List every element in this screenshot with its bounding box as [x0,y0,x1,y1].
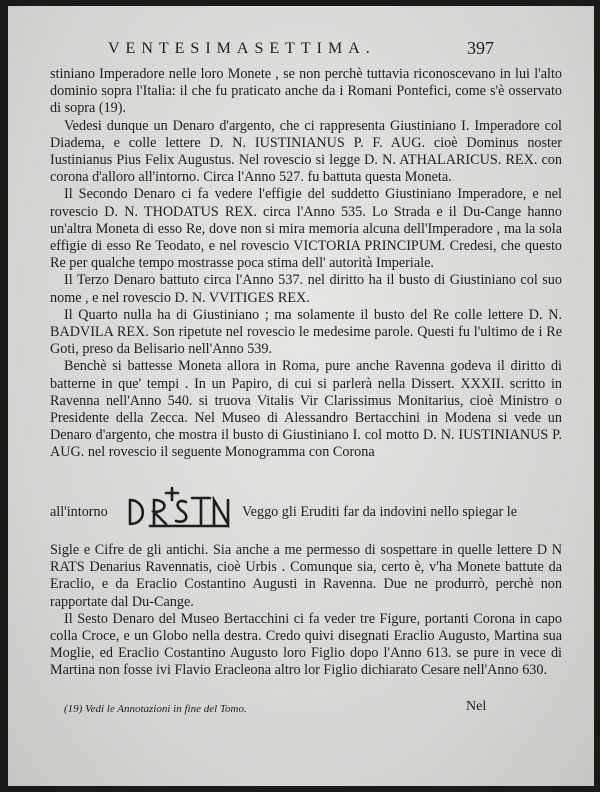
paragraph: Il Quarto nulla ha di Giustiniano ; ma solamente il busto del Re colle lettere D. N. BADVILA REX. Son ripetute nel rovescio le medesime parole. Questi fu l'ultimo de i Re Goti, preso da Belisario nell'Anno 539. [50,306,562,358]
monogram-line [50,484,562,534]
footnote: (19) Vedi le Annotazioni in fine del Tomo. [64,703,247,715]
monogram-image [124,484,236,534]
paragraph: Sigle e Cifre de gli antichi. Sia anche a me permesso di sospettare in quelle lettere D N RATS Denarius Ravennatis, cioè Urbis . Comunque sia, certo è, v'ha Monete battute da Eraclio, e da Eraclio Costantino Augusti in Ravenna. Due ne produrrò, perchè non rapportate dal Du-Cange. [50,542,562,610]
paragraph: Il Terzo Denaro battuto circa l'Anno 537. nel diritto ha il busto di Giustiniano col suo nome , e nel rovescio D. N. VVITIGES REX. [50,272,562,306]
paragraph: Vedesi dunque un Denaro d'argento, che ci rappresenta Giustiniano I. Imperadore col Diadema, e colle lettere D. N. IUSTINIANUS P. F. AUG. cioè Dominus noster Iustinianus Pius Felix Augustus. Nel rovescio si legge D. N. ATHALARICUS. REX. con corona d'alloro all'intorno. Circa l'Anno 527. fu battuta questa Moneta. [50,117,562,186]
page-number: 397 [467,38,494,58]
paragraph: Il Sesto Denaro del Museo Bertacchini ci fa veder tre Figure, portanti Corona in capo colla Croce, e un Globo nella destra. Credo quivi disegnati Eraclio Augusto, Martina sua Moglie, ed Eraclio Costantino Augusto loro Figlio dopo l'Anno 613. se pure in vece di Martina non fosse ivi Flavio Eracleona altro lor Figlio dichiarato Cesare nell'Anno 630. [50,610,562,679]
running-head: VENTESIMASETTIMA. [108,40,376,57]
monogram-trailing-text: Veggo gli Eruditi far da indovini nello spiegar le [242,504,518,520]
paragraph: Il Secondo Denaro ci fa vedere l'effigie del suddetto Giustiniano Imperadore, e nel rovescio D. N. THODATUS REX. circa l'Anno 535. Lo Strada e il Du-Cange hanno un'altra Moneta di esso Re, dove non si mira memoria alcuna dell'Imperadore , ma la sola effigie di esso Re Teodato, e nel rovescio VICTORIA PRINCIPUM. Credesi, che questo Re per qualche tempo mostrasse poca stima dell' autorità Imperiale. [50,186,562,272]
paragraph: Benchè si battesse Moneta allora in Roma, pure anche Ravenna godeva il diritto di batterne in que' tempi . In un Papiro, di cui si parlerà nella Dissert. XXXII. scritto in Ravenna nell'Anno 540. si truova Vitalis Vir Clarissimus Monitarius, cioè Ministro o Presidente della Zecca. Nel Museo di Alessandro Bertacchini in Modena si vede un Denaro d'argento, che mostra il busto di Giustiniano I. col motto D. N. IUSTINIANUS P. AUG. nel rovescio il seguente Monogramma con Corona [50,358,562,461]
catchword: Nel [466,699,487,714]
paragraph: stiniano Imperadore nelle loro Monete , se non perchè tuttavia riconoscevano in lui l'alto dominio sopra l'Italia: il che fu praticato anche da i Romani Pontefici, come s'è osservato di sopra (19). [50,66,562,117]
page-header [8,40,594,62]
book-page [8,6,594,786]
main-text-continued [50,542,562,680]
monogram-lead-text: all'intorno [50,504,108,520]
main-text [50,66,562,462]
